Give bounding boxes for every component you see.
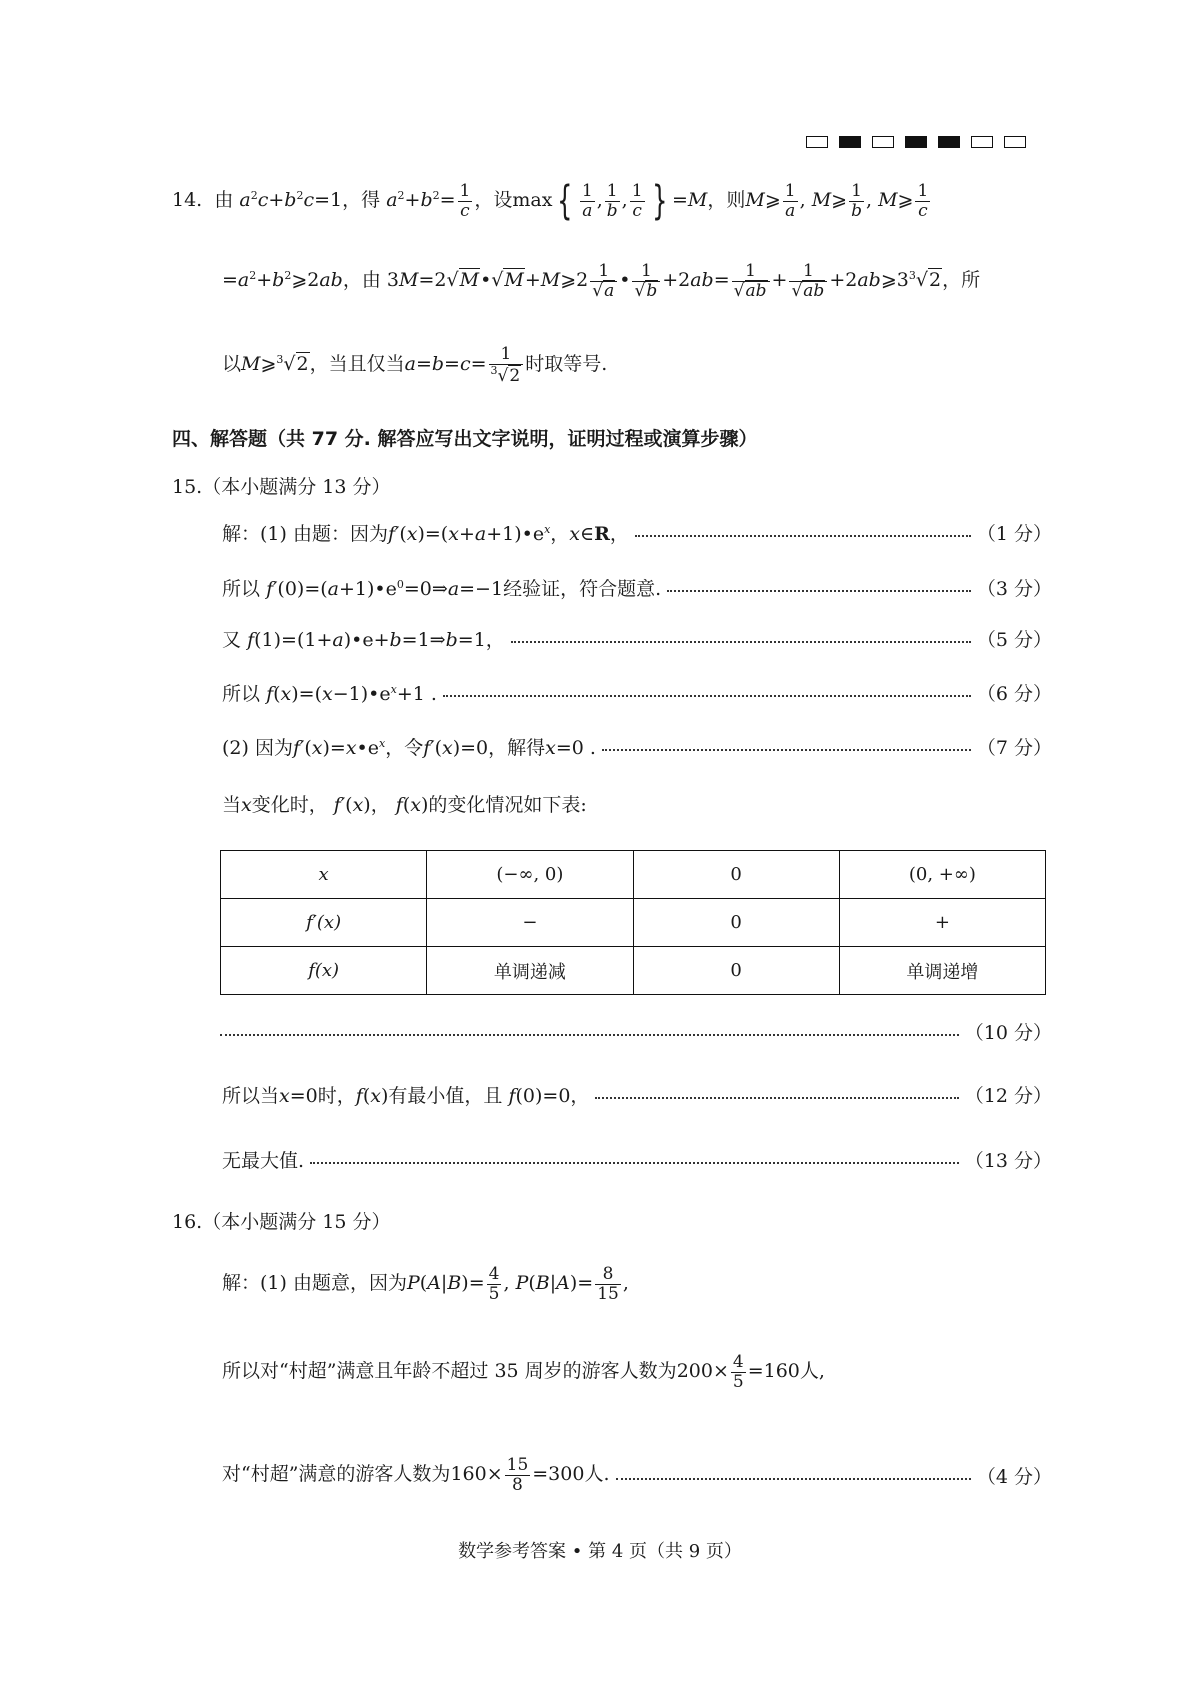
table-cell: 0 — [633, 851, 839, 899]
q15-text: ，令 — [385, 736, 424, 759]
variation-table — [220, 850, 1046, 995]
q15-text: 解：(1) 由题：因为 — [222, 522, 388, 545]
q15-text: ， — [370, 794, 390, 816]
q14-text: ，则 — [707, 189, 746, 211]
table-cell: x — [221, 851, 427, 899]
table-row — [221, 899, 1046, 947]
q15-text: 所以 — [222, 577, 261, 600]
page-footer: 数学参考答案 • 第 4 页（共 9 页） — [458, 1541, 742, 1562]
table-cell: 单调递增 — [839, 947, 1045, 995]
q15-text: 时， — [317, 1084, 356, 1107]
table-row — [221, 851, 1046, 899]
q15-text: 当 — [222, 794, 242, 816]
q14-text: 时取等号. — [525, 353, 608, 376]
q15-line2: 所以 $f'(0)=(a+1)•e^0=0\Rightarrow a=-1$经验证，符合题意. （3 分） — [222, 571, 1052, 603]
table-cell: + — [839, 899, 1045, 947]
points-label: （10 分） — [964, 1021, 1052, 1044]
header-mark — [806, 136, 828, 148]
q15-text: 有最小值，且 — [388, 1084, 503, 1107]
q16-line1: 解：(1) 由题意，因为P(A|B)= $\frac{4}{5}$ , P(B|A)= $\frac{8}{15}$ , — [222, 1264, 629, 1304]
table-cell: (0, +∞) — [839, 851, 1045, 899]
q14-text: 由 — [214, 189, 234, 211]
q14-text: ，由 — [342, 269, 381, 292]
q14-text: ，得 — [342, 189, 381, 211]
table-cell: (−∞, 0) — [427, 851, 633, 899]
leader-dots — [602, 749, 971, 751]
q14-line1: 14. 由 $a^2c+b^2c=1$，得 $a^2+b^2=$ $\frac{1}{c}$ ，设max { $\frac{1}{a}$ , $\frac{1}{b}$ , $\frac{1}{c}$ } =M，则M⩾ $\frac{1}{a}$ , M⩾ $\frac{1}{b}$ , M⩾ $\frac{1}{c}$ — [172, 178, 929, 224]
leader-dots — [635, 535, 971, 537]
header-mark — [872, 136, 894, 148]
header-mark — [938, 136, 960, 148]
leader-dots — [595, 1097, 958, 1099]
leader-dots — [220, 1034, 959, 1036]
points-label: （1 分） — [976, 522, 1052, 545]
q15-text: (2) 因为 — [222, 736, 293, 759]
points-label: （6 分） — [976, 682, 1052, 705]
q15-header: 15.（本小题满分 13 分） — [172, 476, 391, 498]
q16-text: 所以对“村超”满意且年龄不超过 35 周岁的游客人数为 — [222, 1360, 677, 1383]
q15-line4: 所以 $f(x)=(x-1)•e^x+1$ . （6 分） — [222, 676, 1052, 708]
leader-dots — [511, 641, 971, 643]
points-label: （4 分） — [976, 1465, 1052, 1488]
q15-table-points — [220, 1015, 1052, 1047]
q15-line3: 又 f(1)=(1+a)•e+b=1⇒b=1， （5 分） — [222, 622, 1052, 654]
leader-dots — [667, 590, 971, 592]
q16-header: 16.（本小题满分 15 分） — [172, 1211, 391, 1233]
table-cell: f(x) — [221, 947, 427, 995]
q15-text: 变化时， — [251, 794, 328, 816]
q16-text: 人, — [799, 1360, 825, 1383]
q14-text: 以 — [222, 353, 242, 376]
q16-text: 对“村超”满意的游客人数为 — [222, 1463, 451, 1485]
points-label: （12 分） — [964, 1084, 1052, 1107]
q15-line5: (2) 因为$f'(x)=x•e^x$，令f′(x)=0，解得x=0 . （7 分） — [222, 730, 1052, 762]
header-mark — [971, 136, 993, 148]
q15-text: 所以 — [222, 682, 261, 705]
header-mark — [1004, 136, 1026, 148]
q15-line1: 解：(1) 由题：因为$f'(x)=(x+a+1)•e^x$，x∈R， （1 分） — [222, 516, 1052, 548]
leader-dots — [310, 1162, 959, 1164]
q16-text: 解：(1) 由题意，因为 — [222, 1272, 407, 1295]
q16-line3: 对“村超”满意的游客人数为160× $\frac{15}{8}$ =300人. （4 分） — [222, 1454, 1052, 1495]
q16-line2: 所以对“村超”满意且年龄不超过 35 周岁的游客人数为200× $\frac{4}{5}$ =160人, — [222, 1352, 825, 1392]
table-cell: 单调递减 — [427, 947, 633, 995]
points-label: （7 分） — [976, 736, 1052, 759]
leader-dots — [616, 1478, 971, 1480]
q15-text: 又 — [222, 628, 242, 651]
q15-line8 — [222, 1143, 1052, 1175]
header-marks — [806, 136, 1026, 148]
q14-number: 14. — [172, 189, 203, 211]
q15-text: 所以当 — [222, 1084, 280, 1107]
points-label: （3 分） — [976, 577, 1052, 600]
table-cell: f′(x) — [221, 899, 427, 947]
q15-text: 无最大值. — [222, 1149, 305, 1172]
header-mark — [905, 136, 927, 148]
header-mark — [839, 136, 861, 148]
q14-text: ，所 — [942, 269, 981, 292]
q14-text: ，当且仅当 — [309, 353, 405, 376]
q14-line2: $=a^2+b^2⩾2ab$，由 3M=2√M•√M+M⩾2 $\frac{1}{√a}$ • $\frac{1}{√b}$ +2ab= $\frac{1}{√ab}$ + $\frac{1}{√ab}$ $+2ab⩾3^3√2$，所 — [222, 261, 981, 301]
q15-text: 经验证，符合题意. — [503, 577, 662, 600]
leader-dots — [443, 695, 971, 697]
table-cell: − — [427, 899, 633, 947]
points-label: （13 分） — [964, 1149, 1052, 1172]
table-cell: 0 — [633, 899, 839, 947]
q15-line6: 当x变化时， f′(x)， f(x)的变化情况如下表: — [222, 794, 587, 816]
q15-text: 的变化情况如下表: — [428, 794, 587, 816]
table-row — [221, 947, 1046, 995]
q15-text: ，解得 — [488, 736, 546, 759]
q16-text: 人. — [584, 1463, 610, 1485]
section-title: 四、解答题（共 77 分. 解答应写出文字说明，证明过程或演算步骤） — [172, 428, 758, 450]
points-label: （5 分） — [976, 628, 1052, 651]
q14-line3: 以M⩾$^3$√2，当且仅当a=b=c= $\frac{1}{^3√2}$ 时取等号. — [222, 344, 608, 386]
q15-line7: 所以当x=0时，f(x)有最小值，且 f(0)=0， （12 分） — [222, 1078, 1052, 1110]
table-cell: 0 — [633, 947, 839, 995]
q14-text: ，设 — [474, 189, 513, 211]
